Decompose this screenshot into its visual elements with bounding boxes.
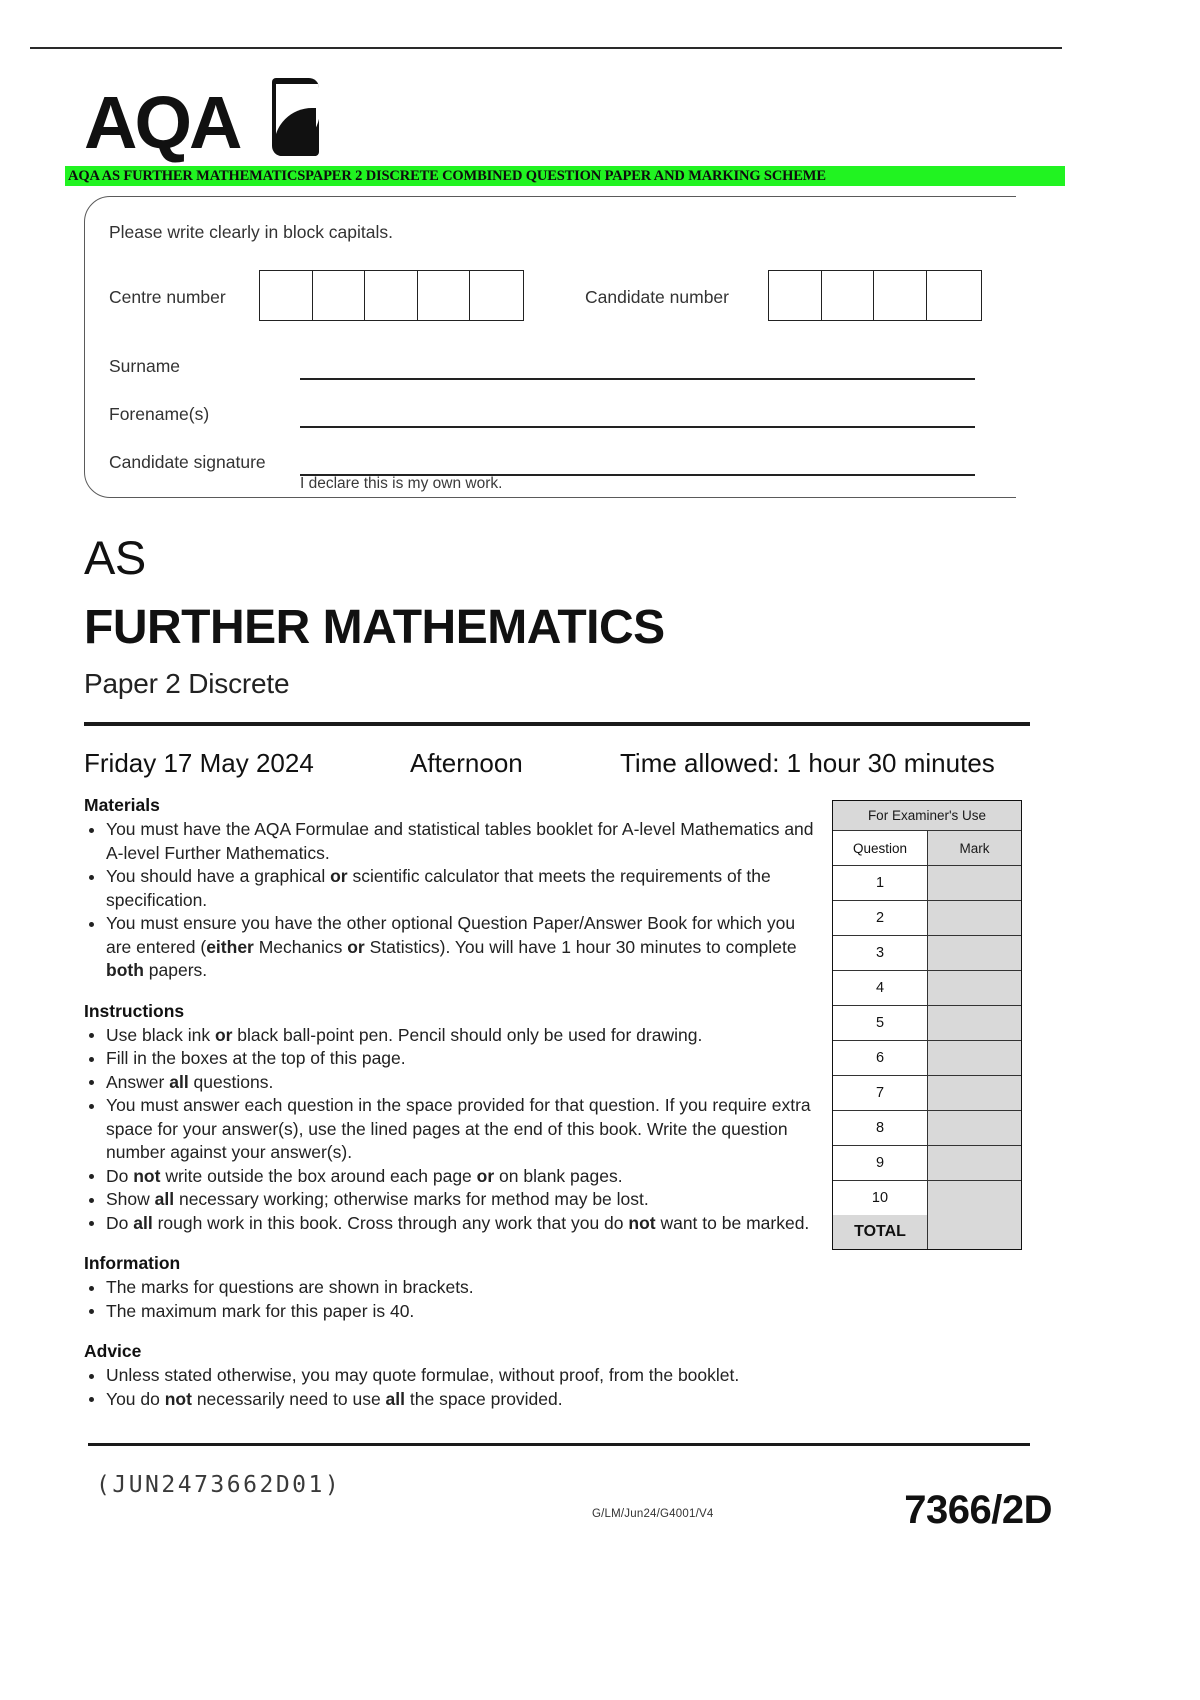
list-item: Use black ink or black ball-point pen. Pencil should only be used for drawing. bbox=[84, 1024, 814, 1048]
centre-number-label: Centre number bbox=[109, 287, 226, 307]
question-number-cell: 9 bbox=[833, 1146, 928, 1180]
examiner-table-row bbox=[833, 1041, 1021, 1076]
examiner-table-row bbox=[833, 1146, 1021, 1181]
centre-number-cell[interactable] bbox=[418, 271, 471, 320]
list-item: You must ensure you have the other optional Question Paper/Answer Book for which you are entered (either Mechanics or Statistics). You will have 1 hour 30 minutes to complete both papers. bbox=[84, 912, 814, 983]
candidate-number-cell[interactable] bbox=[822, 271, 875, 320]
question-number-cell: 4 bbox=[833, 971, 928, 1005]
aqa-leaf-icon bbox=[272, 78, 319, 156]
declaration-text: I declare this is my own work. bbox=[300, 475, 503, 492]
examiner-table-row bbox=[833, 971, 1021, 1006]
examiner-table-row bbox=[833, 901, 1021, 936]
question-number-cell: 5 bbox=[833, 1006, 928, 1040]
list-item: Answer all questions. bbox=[84, 1071, 814, 1095]
block-capitals-instruction: Please write clearly in block capitals. bbox=[109, 222, 394, 242]
total-mark-cell[interactable] bbox=[928, 1215, 1021, 1249]
list-item: Do all rough work in this book. Cross through any work that you do not want to be marked. bbox=[84, 1212, 814, 1236]
list-item: The marks for questions are shown in brackets. bbox=[84, 1276, 814, 1300]
document-code: G/LM/Jun24/G4001/V4 bbox=[592, 1508, 714, 1520]
candidate-number-cell[interactable] bbox=[769, 271, 822, 320]
list-item: You must have the AQA Formulae and statistical tables booklet for A-level Mathematics and A-level Further Mathematics. bbox=[84, 818, 814, 865]
centre-number-cell[interactable] bbox=[470, 271, 523, 320]
mark-entry-cell[interactable] bbox=[928, 1076, 1021, 1110]
paper-subtitle: Paper 2 Discrete bbox=[84, 668, 290, 699]
instructions-heading: Instructions bbox=[84, 1000, 185, 1021]
materials-list bbox=[84, 818, 814, 983]
question-number-cell: 7 bbox=[833, 1076, 928, 1110]
qualification-level: AS bbox=[84, 531, 146, 584]
centre-number-input[interactable] bbox=[259, 270, 524, 321]
advice-list bbox=[84, 1364, 814, 1411]
barcode-text: (JUN2473662D01) bbox=[96, 1472, 342, 1498]
list-item: You should have a graphical or scientific calculator that meets the requirements of the specification. bbox=[84, 865, 814, 912]
question-number-cell: 6 bbox=[833, 1041, 928, 1075]
information-heading: Information bbox=[84, 1253, 181, 1273]
materials-heading: Materials bbox=[84, 795, 160, 815]
examiner-table-row bbox=[833, 1111, 1021, 1146]
surname-input-line[interactable] bbox=[300, 378, 975, 380]
mark-entry-cell[interactable] bbox=[928, 1041, 1021, 1075]
highlight-banner bbox=[65, 166, 1065, 186]
examiner-use-table bbox=[832, 800, 1022, 1250]
advice-heading: Advice bbox=[84, 1341, 142, 1361]
centre-number-cell[interactable] bbox=[365, 271, 418, 320]
information-list bbox=[84, 1276, 814, 1323]
examiner-total-row bbox=[833, 1215, 1021, 1249]
column-header-mark: Mark bbox=[928, 831, 1021, 865]
surname-label: Surname bbox=[109, 356, 181, 376]
candidate-number-cell[interactable] bbox=[874, 271, 927, 320]
aqa-wordmark: AQA bbox=[84, 81, 240, 164]
examiner-table-row bbox=[833, 1076, 1021, 1111]
title-divider-rule bbox=[84, 722, 1030, 726]
candidate-number-label: Candidate number bbox=[585, 287, 729, 307]
list-item: The maximum mark for this paper is 40. bbox=[84, 1300, 814, 1324]
examiner-table-row bbox=[833, 1006, 1021, 1041]
aqa-logo bbox=[84, 78, 334, 168]
front-page-body bbox=[84, 795, 814, 1411]
candidate-number-input[interactable] bbox=[768, 270, 982, 321]
column-header-question: Question bbox=[833, 831, 928, 865]
highlight-banner-text: AQA AS FURTHER MATHEMATICSPAPER 2 DISCRETE COMBINED QUESTION PAPER AND MARKING SCHEME bbox=[68, 168, 826, 184]
question-number-cell: 8 bbox=[833, 1111, 928, 1145]
mark-entry-cell[interactable] bbox=[928, 1111, 1021, 1145]
time-allowed: Time allowed: 1 hour 30 minutes bbox=[620, 748, 995, 778]
mark-entry-cell[interactable] bbox=[928, 1146, 1021, 1180]
question-number-cell: 2 bbox=[833, 901, 928, 935]
mark-entry-cell[interactable] bbox=[928, 1181, 1021, 1215]
list-item: Do not write outside the box around each page or on blank pages. bbox=[84, 1165, 814, 1189]
examiner-table-row bbox=[833, 936, 1021, 971]
list-item: You must answer each question in the space provided for that question. If you require extra space for your answer(s), use the lined pages at the end of this book. Write the question number against your answer(s). bbox=[84, 1094, 814, 1165]
centre-number-cell[interactable] bbox=[260, 271, 313, 320]
candidate-number-cell[interactable] bbox=[927, 271, 980, 320]
page-bottom-rule bbox=[88, 1443, 1030, 1446]
candidate-signature-label: Candidate signature bbox=[109, 452, 266, 472]
question-number-cell: 1 bbox=[833, 866, 928, 900]
paper-code: 7366/2D bbox=[904, 1488, 1052, 1532]
total-label: TOTAL bbox=[833, 1215, 928, 1249]
details-box-right-clip bbox=[1016, 195, 1022, 501]
mark-entry-cell[interactable] bbox=[928, 1006, 1021, 1040]
mark-entry-cell[interactable] bbox=[928, 971, 1021, 1005]
mark-entry-cell[interactable] bbox=[928, 866, 1021, 900]
examiner-table-row bbox=[833, 866, 1021, 901]
list-item: Unless stated otherwise, you may quote formulae, without proof, from the booklet. bbox=[84, 1364, 814, 1388]
exam-date: Friday 17 May 2024 bbox=[84, 748, 314, 778]
instructions-list bbox=[84, 1024, 814, 1236]
mark-entry-cell[interactable] bbox=[928, 901, 1021, 935]
examiner-table-title: For Examiner's Use bbox=[833, 801, 1021, 831]
examiner-table-header-row bbox=[833, 831, 1021, 866]
examiner-table-row bbox=[833, 1181, 1021, 1215]
list-item: You do not necessarily need to use all the space provided. bbox=[84, 1388, 814, 1412]
centre-number-cell[interactable] bbox=[313, 271, 366, 320]
forenames-label: Forename(s) bbox=[109, 404, 210, 424]
list-item: Fill in the boxes at the top of this page. bbox=[84, 1047, 814, 1071]
question-number-cell: 10 bbox=[833, 1181, 928, 1215]
page-top-rule bbox=[30, 47, 1062, 49]
exam-session: Afternoon bbox=[410, 748, 523, 778]
forenames-input-line[interactable] bbox=[300, 426, 975, 428]
question-number-cell: 3 bbox=[833, 936, 928, 970]
list-item: Show all necessary working; otherwise marks for method may be lost. bbox=[84, 1188, 814, 1212]
subject-title: FURTHER MATHEMATICS bbox=[84, 601, 665, 654]
mark-entry-cell[interactable] bbox=[928, 936, 1021, 970]
